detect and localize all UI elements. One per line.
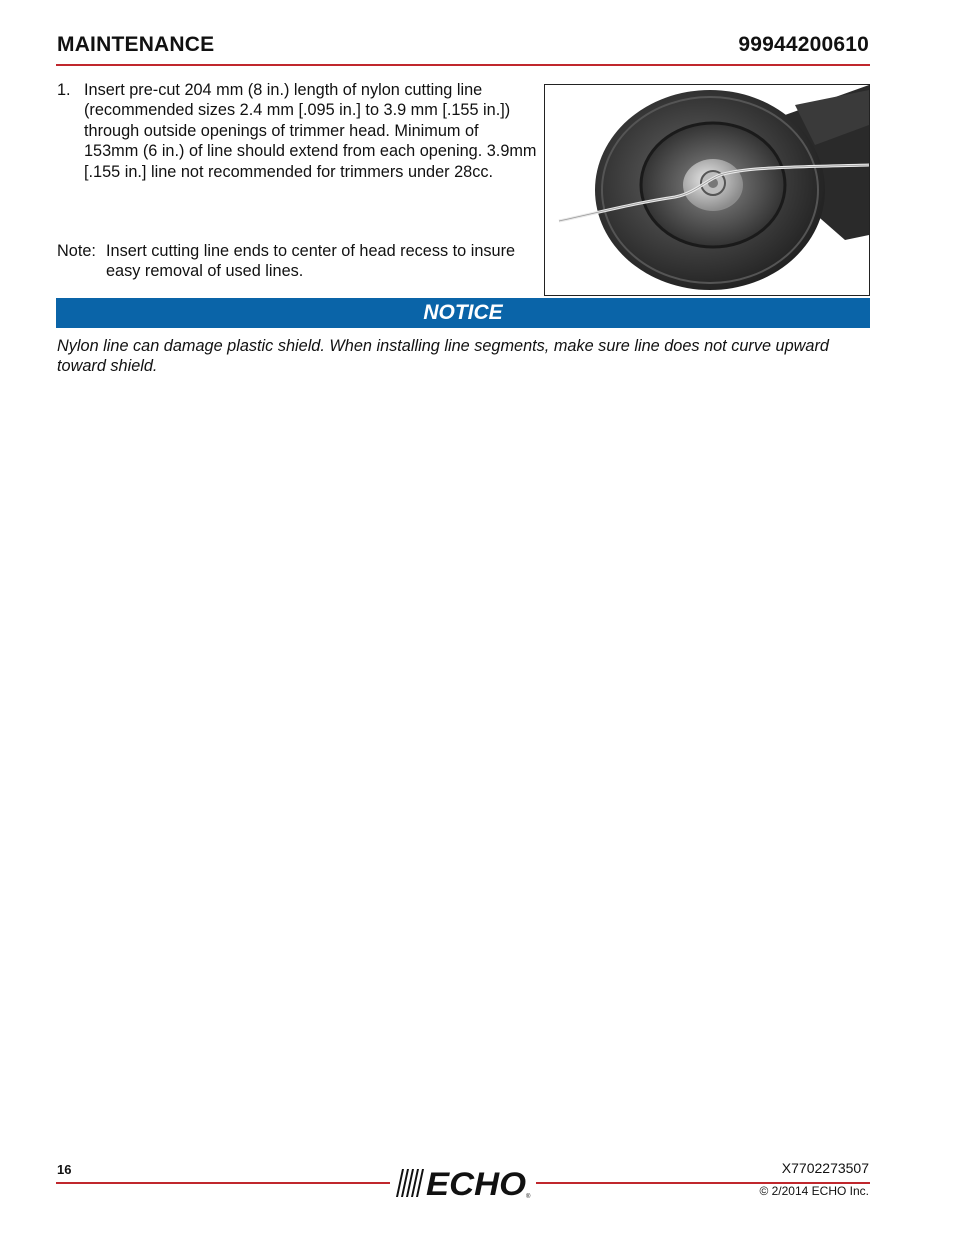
echo-logo — [392, 1165, 534, 1199]
trimmer-head-illustration — [545, 85, 869, 295]
footer-rule-left — [56, 1182, 390, 1184]
notice-text: Nylon line can damage plastic shield. When installing line segments, make sure line does not curve upward toward shield. — [57, 337, 829, 376]
footer-part-code: X7702273507 — [781, 1160, 869, 1176]
note-label: Note: — [57, 242, 96, 260]
step-number: 1. — [57, 81, 71, 99]
footer-page-number: 16 — [57, 1162, 72, 1177]
notice-label: NOTICE — [423, 301, 503, 324]
registered-mark: ® — [526, 1194, 531, 1199]
header-doc-number: 99944200610 — [738, 33, 869, 56]
footer-copyright: © 2/2014 ECHO Inc. — [759, 1184, 869, 1198]
header-section-title: MAINTENANCE — [57, 33, 215, 56]
step-1 — [57, 80, 537, 182]
notice-bar — [56, 298, 870, 328]
logo-text: ECHO — [426, 1166, 527, 1199]
note-text: Insert cutting line ends to center of head recess to insure easy removal of used lines. — [106, 242, 516, 281]
trimmer-head-photo — [544, 84, 870, 296]
header-rule — [56, 64, 870, 66]
step-text: Insert pre-cut 204 mm (8 in.) length of nylon cutting line (recommended sizes 2.4 mm [.095 in.] to 3.9 mm [.155 in.]) through outside openings of trimmer head. Minimum of 153mm (6 in.) of line should extend from each opening. 3.9mm [.155 in.] line not recommended for trimmers under 28cc. — [84, 81, 537, 181]
note — [57, 241, 537, 282]
